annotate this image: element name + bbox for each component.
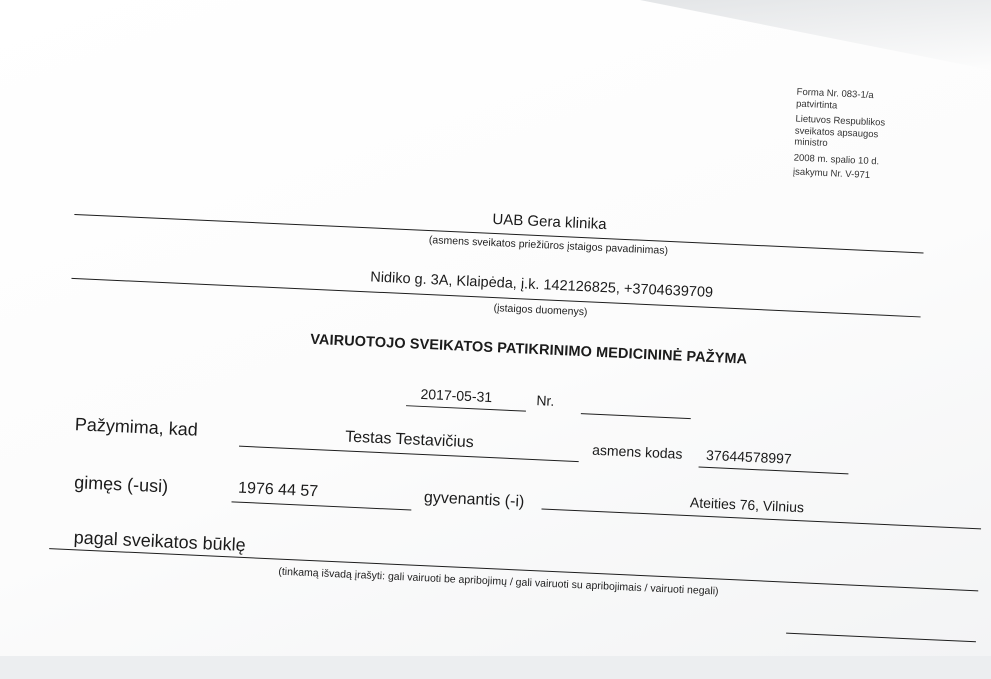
- form-order: įsakymu Nr. V-971: [792, 166, 871, 181]
- born-label: gimęs (-usi): [73, 472, 169, 497]
- personal-code-label: asmens kodas: [591, 441, 683, 462]
- living-label: gyvenantis (-i): [423, 489, 525, 511]
- health-instruction: (tinkamą išvadą įrašyti: gali vairuoti be apribojimų / gali vairuoti su apribojimais / vairuoti negali): [278, 565, 719, 598]
- certify-label: Pažymima, kad: [74, 414, 199, 440]
- residence-address: Ateities 76, Vilnius: [689, 494, 805, 516]
- personal-code-line: [699, 467, 849, 475]
- number-line: [581, 413, 691, 419]
- document-date: 2017-05-31: [420, 385, 493, 406]
- bottom-line: [786, 633, 976, 643]
- institution-name-caption: (asmens sveikatos priežiūros įstaigos pavadinimas): [428, 234, 669, 257]
- institution-name: UAB Gera klinika: [492, 210, 607, 234]
- form-approved: patvirtinta: [795, 98, 838, 111]
- institution-details: Nidiko g. 3A, Klaipėda, į.k. 142126825, +3704639709: [369, 269, 714, 301]
- number-label: Nr.: [536, 392, 555, 409]
- document-title: VAIRUOTOJO SVEIKATOS PATIKRINIMO MEDICININĖ PAŽYMA: [309, 331, 748, 368]
- document-number: [587, 393, 687, 398]
- form-authority-2: sveikatos apsaugos: [794, 125, 879, 140]
- form-authority-1: Lietuvos Respublikos: [795, 113, 886, 129]
- person-name: Testas Testavičius: [344, 428, 475, 452]
- birth-date-line: [231, 501, 411, 510]
- personal-code: 37644578997: [705, 446, 793, 467]
- date-line: [406, 405, 526, 411]
- form-number: Forma Nr. 083-1/a: [796, 86, 874, 102]
- form-reference-block: [793, 87, 887, 182]
- form-authority-3: ministro: [794, 136, 828, 150]
- institution-details-caption: (įstaigos duomenys): [493, 302, 588, 319]
- form-date: 2008 m. spalio 10 d.: [793, 152, 880, 167]
- health-label: pagal sveikatos būklę: [73, 527, 247, 556]
- birth-date: 1976 44 57: [237, 479, 319, 501]
